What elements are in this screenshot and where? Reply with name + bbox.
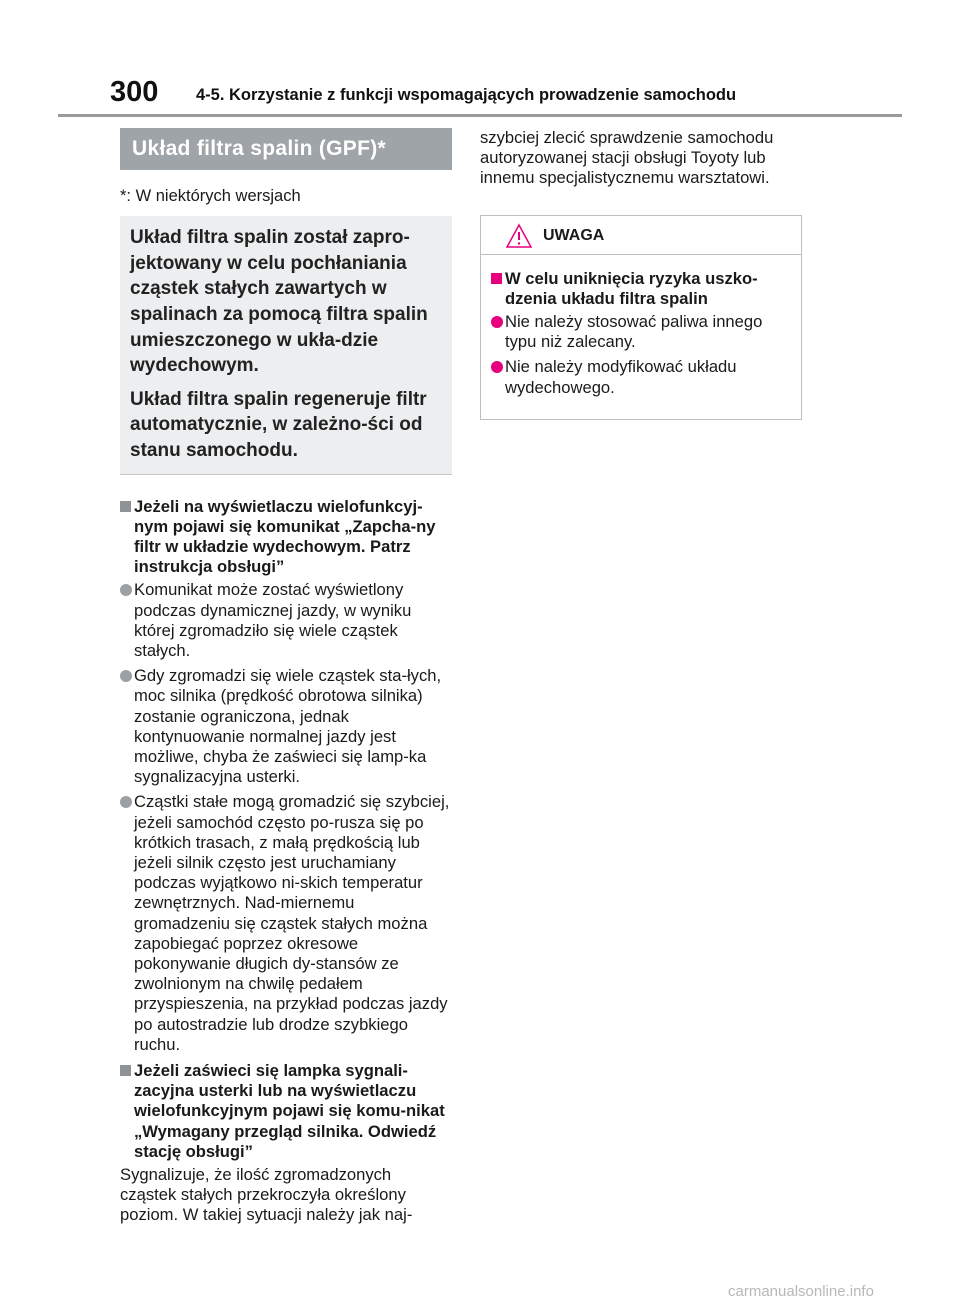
caution-header xyxy=(481,216,801,255)
circle-bullet-icon xyxy=(491,361,503,373)
intro-box xyxy=(120,216,452,474)
list-item: Nie należy modyfikować układu wydechowego. xyxy=(491,357,791,397)
square-bullet-icon xyxy=(120,1065,131,1076)
subheading-malfunction-lamp: Jeżeli zaświeci się lampka sygnali-zacyjna usterki lub na wyświetlaczu wielofunkcyjnym pojawi się komu-nikat „Wymagany przegląd silnika. Odwiedź stację obsługi” xyxy=(120,1061,452,1162)
caution-body xyxy=(481,255,801,419)
footnote: *: W niektórych wersjach xyxy=(120,187,301,205)
watermark: carmanualsonline.info xyxy=(728,1283,874,1300)
circle-bullet-icon xyxy=(120,584,132,596)
section-title: 4-5. Korzystanie z funkcji wspomagających prowadzenie samochodu xyxy=(196,86,737,104)
right-column xyxy=(480,128,805,420)
header-divider xyxy=(58,114,902,117)
list-item: Nie należy stosować paliwa innego typu niż zalecany. xyxy=(491,312,791,352)
intro-paragraph-1: Układ filtra spalin został zapro-jektowany w celu pochłaniania cząstek stałych zawartych w spalinach za pomocą filtra spalin umieszczonego w ukła-dzie wydechowym. xyxy=(130,227,428,377)
list-item: Cząstki stałe mogą gromadzić się szybciej, jeżeli samochód często po-rusza się po krótkich trasach, z małą prędkością lub jeżeli silnik często jest uruchamiany podczas wyjątkowo ni-skich temperatur zewnętrznych. Nad-miernemu gromadzeniu się cząstek stałych można zapobiegać poprzez okresowe pokonywanie długich dy-stansów ze zwolnionym na chwilę pedałem przyspieszenia, na przykład podczas jazdy po autostradzie lub drodze szybkiego ruchu. xyxy=(120,792,452,1055)
list-item: Komunikat może zostać wyświetlony podczas dynamicznej jazdy, w wyniku której zgromadziło się wiele cząstek stałych. xyxy=(120,580,452,661)
circle-bullet-icon xyxy=(120,796,132,808)
caution-subheading: W celu uniknięcia ryzyka uszko-dzenia układu filtra spalin xyxy=(491,269,791,309)
caution-label: UWAGA xyxy=(543,226,605,244)
warning-triangle-icon xyxy=(505,223,533,249)
left-column xyxy=(120,128,452,1226)
circle-bullet-icon xyxy=(120,670,132,682)
page-number: 300 xyxy=(110,76,159,108)
circle-bullet-icon xyxy=(491,316,503,328)
caution-box xyxy=(480,215,802,420)
square-bullet-icon xyxy=(491,273,502,284)
continuation-paragraph: szybciej zlecić sprawdzenie samochodu autoryzowanej stacji obsługi Toyoty lub innemu specjalistycznemu warsztatowi. xyxy=(480,128,774,188)
list-item: Gdy zgromadzi się wiele cząstek sta-łych, moc silnika (prędkość obrotowa silnika) zostanie ograniczona, jednak kontynuowanie normalnej jazdy jest możliwe, chyba że zaświeci się lamp-ka sygnalizacyjna usterki. xyxy=(120,666,452,787)
section-heading-bar: Układ filtra spalin (GPF)* xyxy=(120,128,452,170)
square-bullet-icon xyxy=(120,501,131,512)
intro-paragraph-2: Układ filtra spalin regeneruje filtr automatycznie, w zależno-ści od stanu samochodu. xyxy=(130,388,427,461)
body-paragraph: Sygnalizuje, że ilość zgromadzonych cząstek stałych przekroczyła określony poziom. W takiej sytuacji należy jak naj- xyxy=(120,1165,413,1225)
subheading-clogged-filter: Jeżeli na wyświetlaczu wielofunkcyj-nym pojawi się komunikat „Zapcha-ny filtr w układzie wydechowym. Patrz instrukcja obsługi” xyxy=(120,497,452,578)
